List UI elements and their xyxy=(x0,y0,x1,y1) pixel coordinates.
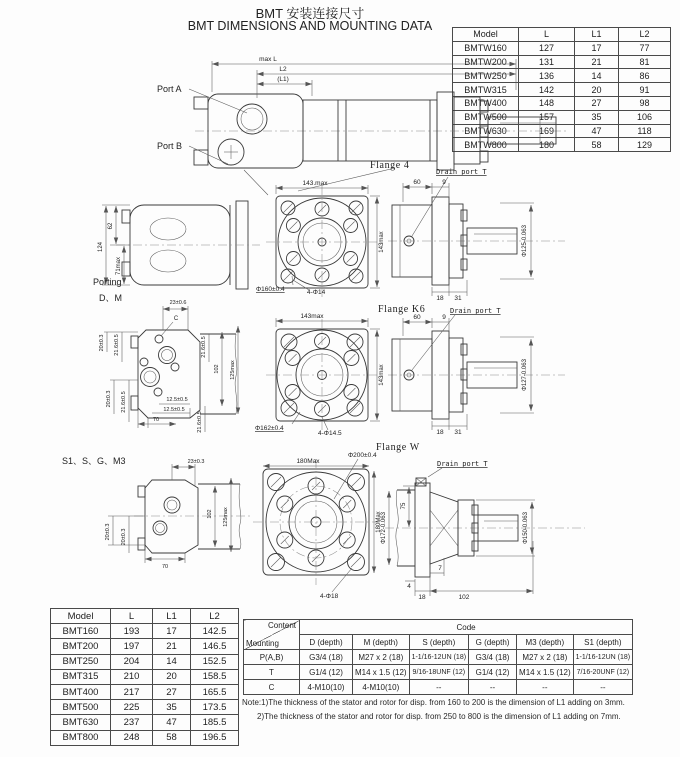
dim-label: 31 xyxy=(454,429,462,436)
table-row xyxy=(51,624,239,639)
port-hole xyxy=(153,521,167,535)
dim-label: 180Max xyxy=(296,458,320,465)
bolt-hole xyxy=(155,335,163,343)
motor-side-view-drawing xyxy=(157,56,568,195)
dim-label: 7 xyxy=(438,565,442,572)
dim-label: 4 xyxy=(407,583,411,590)
cell: M27 x 2 (18) xyxy=(517,650,574,665)
cell: -- xyxy=(469,680,517,695)
table-row xyxy=(51,730,239,745)
cell: 185.5 xyxy=(191,715,239,730)
table-row xyxy=(51,654,239,669)
cell: 225 xyxy=(111,700,153,715)
cell: M27 x 2 (18) xyxy=(353,650,410,665)
cell: 4-M10(10) xyxy=(353,680,410,695)
dim-label: 23±0.6 xyxy=(169,300,187,306)
cell: 196.5 xyxy=(191,730,239,745)
table-row xyxy=(51,669,239,684)
dim-label: Φ200±0.4 xyxy=(348,452,377,459)
port-b-label: Port B xyxy=(157,141,183,151)
dim-label: 60 xyxy=(413,179,421,186)
dim-label: 62 xyxy=(108,222,114,230)
dim-label: 31 xyxy=(454,295,462,302)
column-header: Model xyxy=(453,28,519,42)
dim-label: 21.6±0.5 xyxy=(201,336,207,358)
port-hole xyxy=(141,368,160,387)
cell: 142 xyxy=(519,83,575,97)
cell: BMTW400 xyxy=(453,96,519,110)
cell: 9/16-18UNF (12) xyxy=(409,665,468,680)
cell: G3/4 (18) xyxy=(469,650,517,665)
cell: 106 xyxy=(619,110,671,124)
cell: 14 xyxy=(153,654,191,669)
cell: 58 xyxy=(153,730,191,745)
cell: 197 xyxy=(111,639,153,654)
column-header: L1 xyxy=(153,609,191,624)
dim-label: 21.6±0.5 xyxy=(121,391,127,413)
column-header: L2 xyxy=(191,609,239,624)
cell: 86 xyxy=(619,69,671,83)
cell: BMTW800 xyxy=(453,138,519,152)
cell: BMTW250 xyxy=(453,69,519,83)
flange4-front-view-drawing xyxy=(256,180,385,298)
dim-label: 23±0.3 xyxy=(187,459,205,465)
cell: 248 xyxy=(111,730,153,745)
porting-label: Porting xyxy=(93,277,122,287)
dim-label: 70 xyxy=(161,564,169,570)
cell: 127 xyxy=(519,41,575,55)
cell: 14 xyxy=(575,69,619,83)
dim-label: 125max xyxy=(230,360,236,380)
dim-label: 143max xyxy=(379,231,385,253)
footnote-1: Note:1)The thickness of the stator and rotor for disp. from 160 to 200 is the dimension of L1 adding on 3mm. xyxy=(242,698,625,707)
cell: 131 xyxy=(519,55,575,69)
page-title-chinese: BMT 安装连接尺寸 xyxy=(255,6,365,21)
dim-label: 143max xyxy=(379,364,385,386)
table-row xyxy=(51,639,239,654)
cell: 98 xyxy=(619,96,671,110)
cell: BMTW630 xyxy=(453,124,519,138)
cell: 81 xyxy=(619,55,671,69)
dim-label: 143max xyxy=(300,313,324,320)
dim-label: 102 xyxy=(207,509,213,519)
cell: BMTW315 xyxy=(453,83,519,97)
cell: 237 xyxy=(111,715,153,730)
dim-label: (L1) xyxy=(277,76,289,83)
cell: 21 xyxy=(575,55,619,69)
cell: BMT500 xyxy=(51,700,111,715)
cell: BMT250 xyxy=(51,654,111,669)
column-header: D (depth) xyxy=(300,635,353,650)
cell: G1/4 (12) xyxy=(300,665,353,680)
dim-label: 20±0.3 xyxy=(105,523,111,541)
dim-label: 18 xyxy=(436,429,444,436)
dim-label: 4-Φ14.5 xyxy=(318,430,342,437)
diagonal-header-cell xyxy=(244,620,300,650)
cell: 20 xyxy=(575,83,619,97)
cell: 193 xyxy=(111,624,153,639)
dim-label: 143.max xyxy=(302,180,328,187)
cell: 180 xyxy=(519,138,575,152)
drain-port-label: Drain port T xyxy=(450,307,501,315)
dim-label: 102 xyxy=(458,594,470,601)
cell: 152.5 xyxy=(191,654,239,669)
cell: 158.5 xyxy=(191,669,239,684)
table-row xyxy=(244,650,633,665)
cell: 136 xyxy=(519,69,575,83)
port-a-hole xyxy=(237,104,267,134)
cell: 1-1/16-12UN (18) xyxy=(573,650,632,665)
cell: BMT200 xyxy=(51,639,111,654)
column-header: G (depth) xyxy=(469,635,517,650)
cell: 35 xyxy=(575,110,619,124)
row-header: C xyxy=(244,680,300,695)
dim-label: 60 xyxy=(413,314,421,321)
dim-label: 20±0.3 xyxy=(121,528,127,546)
cell: G3/4 (18) xyxy=(300,650,353,665)
column-header: L xyxy=(519,28,575,42)
cell: 4-M10(10) xyxy=(300,680,353,695)
drain-port-label: Drain port T xyxy=(437,460,488,468)
dim-label: C xyxy=(173,316,179,322)
dim-label: 18 xyxy=(418,594,426,601)
corner-label-mounting: Mounting xyxy=(246,639,279,648)
dim-label: Φ162±0.4 xyxy=(255,425,284,432)
dim-label: Φ172-0.063 xyxy=(381,512,387,544)
cell: 169 xyxy=(519,124,575,138)
bolt-hole xyxy=(140,358,148,366)
cell: 142.5 xyxy=(191,624,239,639)
cell: M14 x 1.5 (12) xyxy=(517,665,574,680)
cell: BMT160 xyxy=(51,624,111,639)
s1-view-label: S1、S、G、M3 xyxy=(62,456,126,466)
cell: 1-1/16-12UN (18) xyxy=(409,650,468,665)
cell: BMTW200 xyxy=(453,55,519,69)
cell: 210 xyxy=(111,669,153,684)
cell: -- xyxy=(517,680,574,695)
column-header: L1 xyxy=(575,28,619,42)
cell: 129 xyxy=(619,138,671,152)
table-header-row xyxy=(51,609,239,624)
dim-label: 4-Φ18 xyxy=(320,593,339,600)
dim-label: 20±0.3 xyxy=(106,390,112,408)
table-header-row xyxy=(244,635,633,650)
porting-dm-view-drawing xyxy=(93,277,238,433)
bmt-dimensions-table xyxy=(50,608,239,746)
cell: 7/16-20UNF (12) xyxy=(573,665,632,680)
flange4-side-view-drawing xyxy=(388,168,565,302)
cell: 47 xyxy=(575,124,619,138)
row-header: T xyxy=(244,665,300,680)
column-header: S1 (depth) xyxy=(573,635,632,650)
flange-w-side-view-drawing xyxy=(381,460,585,601)
column-header: L2 xyxy=(619,28,671,42)
dim-label: 21.6±0.5 xyxy=(114,334,120,356)
dim-label: 70 xyxy=(152,417,160,423)
cell: 20 xyxy=(153,669,191,684)
cell: 91 xyxy=(619,83,671,97)
cell: BMT630 xyxy=(51,715,111,730)
cell: 148 xyxy=(519,96,575,110)
cell: 27 xyxy=(153,684,191,699)
dim-label: 102 xyxy=(214,364,220,374)
cell: 217 xyxy=(111,684,153,699)
cell: -- xyxy=(573,680,632,695)
port-hole xyxy=(159,347,176,364)
footnote-2: 2)The thickness of the stator and rotor for disp. from 250 to 800 is the dimension of L1 adding on 7mm. xyxy=(257,712,621,721)
cell: 47 xyxy=(153,715,191,730)
cell: 157 xyxy=(519,110,575,124)
column-header: M3 (depth) xyxy=(517,635,574,650)
port-a-label: Port A xyxy=(157,84,182,94)
corner-label-content: Content xyxy=(267,621,296,630)
cell: BMT315 xyxy=(51,669,111,684)
cell: -- xyxy=(409,680,468,695)
dim-label: 180Max xyxy=(376,511,382,533)
flange-k6-front-view-drawing xyxy=(255,313,385,437)
table-header-row xyxy=(244,620,633,635)
cell: 35 xyxy=(153,700,191,715)
dim-label: L2 xyxy=(279,66,287,73)
cell: BMT800 xyxy=(51,730,111,745)
bolt-hole xyxy=(154,388,162,396)
dim-label: 18 xyxy=(436,295,444,302)
motor-top-view-drawing xyxy=(98,201,260,289)
flange-k6-side-view-drawing xyxy=(388,307,565,436)
drain-port-label: Drain port T xyxy=(436,168,487,176)
dim-label: Φ150-0.063 xyxy=(523,512,529,544)
porting-types-label: D、M xyxy=(99,293,122,303)
table-row xyxy=(51,715,239,730)
dim-label: 21.6±0.5 xyxy=(197,411,203,433)
dim-label: max L xyxy=(259,56,277,63)
dim-label: 4-Φ14 xyxy=(307,289,326,296)
dim-label: 124 xyxy=(98,241,104,253)
cell: BMTW500 xyxy=(453,110,519,124)
cell: BMTW160 xyxy=(453,41,519,55)
cell: G1/4 (12) xyxy=(469,665,517,680)
row-header: P(A,B) xyxy=(244,650,300,665)
flange-w-front-view-drawing xyxy=(253,452,382,600)
cell: BMT400 xyxy=(51,684,111,699)
column-header: M (depth) xyxy=(353,635,410,650)
cell: 27 xyxy=(575,96,619,110)
table-row xyxy=(51,684,239,699)
cell: 17 xyxy=(575,41,619,55)
code-group-header: Code xyxy=(300,620,633,635)
cell: 17 xyxy=(153,624,191,639)
dim-label: Φ125-0.063 xyxy=(522,225,528,257)
dim-label: 71max xyxy=(116,256,122,276)
flange4-label: Flange 4 xyxy=(370,160,410,171)
column-header: S (depth) xyxy=(409,635,468,650)
table-row xyxy=(244,665,633,680)
cell: 77 xyxy=(619,41,671,55)
dim-label: Φ160±0.4 xyxy=(256,286,285,293)
dim-label: 9 xyxy=(442,179,446,186)
dim-label: 12.5±0.5 xyxy=(163,407,185,413)
s1-view-drawing xyxy=(62,456,250,570)
port-hole xyxy=(164,497,180,513)
table-row xyxy=(51,700,239,715)
cell: 173.5 xyxy=(191,700,239,715)
cell: M14 x 1.5 (12) xyxy=(353,665,410,680)
cell: 204 xyxy=(111,654,153,669)
dim-label: Φ127-0.063 xyxy=(522,359,528,391)
flange-w-label: Flange W xyxy=(376,442,420,453)
page-title-english: BMT DIMENSIONS AND MOUNTING DATA xyxy=(187,19,433,33)
cell: 118 xyxy=(619,124,671,138)
dim-label: 125max xyxy=(223,507,229,527)
cell: 58 xyxy=(575,138,619,152)
column-header: L xyxy=(111,609,153,624)
cell: 146.5 xyxy=(191,639,239,654)
cell: 21 xyxy=(153,639,191,654)
dim-label: 20±0.3 xyxy=(99,334,105,352)
column-header: Model xyxy=(51,609,111,624)
table-row xyxy=(244,680,633,695)
dim-label: 12.5±0.5 xyxy=(166,397,188,403)
cell: 165.5 xyxy=(191,684,239,699)
flange-k6-label: Flange K6 xyxy=(378,304,426,315)
porting-code-table xyxy=(243,619,633,695)
dim-label: 75 xyxy=(401,502,407,510)
dim-label: 9 xyxy=(442,314,446,321)
bolt-hole xyxy=(171,363,179,371)
